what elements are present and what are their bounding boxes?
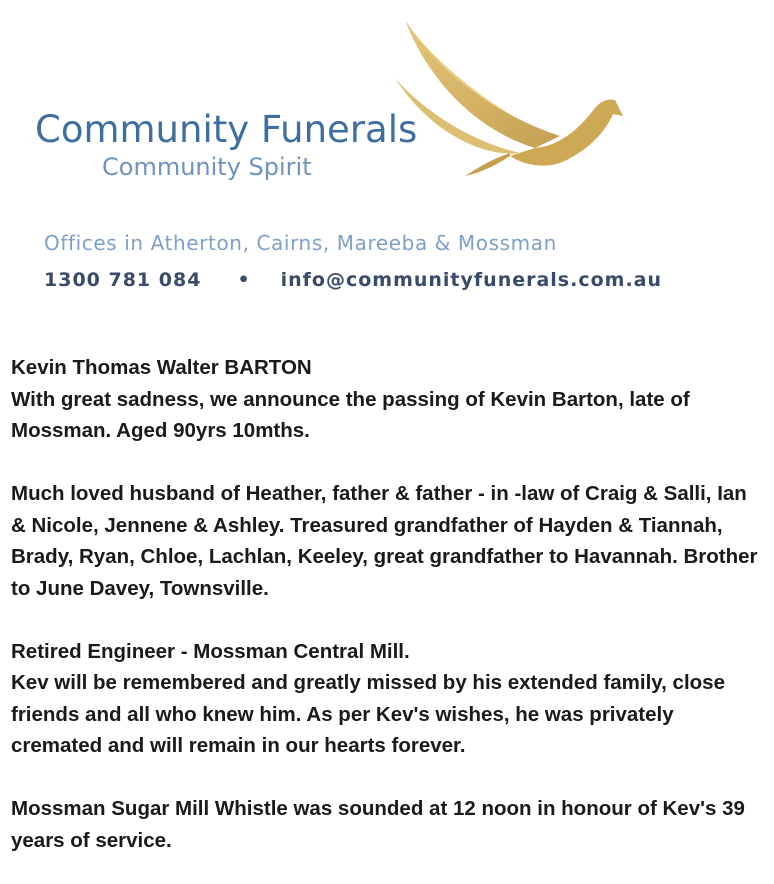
brand-title: Community Funerals	[35, 108, 418, 151]
occupation-text: Retired Engineer - Mossman Central Mill.	[11, 639, 410, 663]
funeral-home-header	[0, 0, 774, 310]
family-text: Much loved husband of Heather, father & father - in -law of Craig & Salli, Ian & Nicole, Jennene & Ashley. Treasured grandfather of Hayden & Tiannah, Brady, Ryan, Chloe, Lachlan, Keeley, great grandfather to Havannah. Brother to June Davey, Townsville.	[11, 482, 758, 600]
contact-row	[44, 269, 662, 291]
brand-tagline: Community Spirit	[102, 153, 312, 181]
offices-line: Offices in Atherton, Cairns, Mareeba & Mossman	[44, 231, 557, 255]
death-notice	[11, 352, 763, 856]
bullet-separator: •	[237, 269, 251, 291]
paragraph-gap	[11, 762, 763, 794]
announcement-text: With great sadness, we announce the passing of Kevin Barton, late of Mossman. Aged 90yrs 10mths.	[11, 387, 690, 442]
email-address: info@communityfunerals.com.au	[280, 269, 663, 291]
whistle-text: Mossman Sugar Mill Whistle was sounded at 12 noon in honour of Kev's 39 years of service.	[11, 797, 745, 852]
dove-icon	[385, 18, 635, 178]
phone-number: 1300 781 084	[44, 269, 202, 291]
remembrance-text: Kev will be remembered and greatly missed by his extended family, close friends and all who knew him. As per Kev's wishes, he was privately cremated and will remain in our hearts forever.	[11, 671, 725, 757]
deceased-name: Kevin Thomas Walter BARTON	[11, 356, 312, 379]
paragraph-gap	[11, 447, 763, 479]
paragraph-gap	[11, 604, 763, 636]
